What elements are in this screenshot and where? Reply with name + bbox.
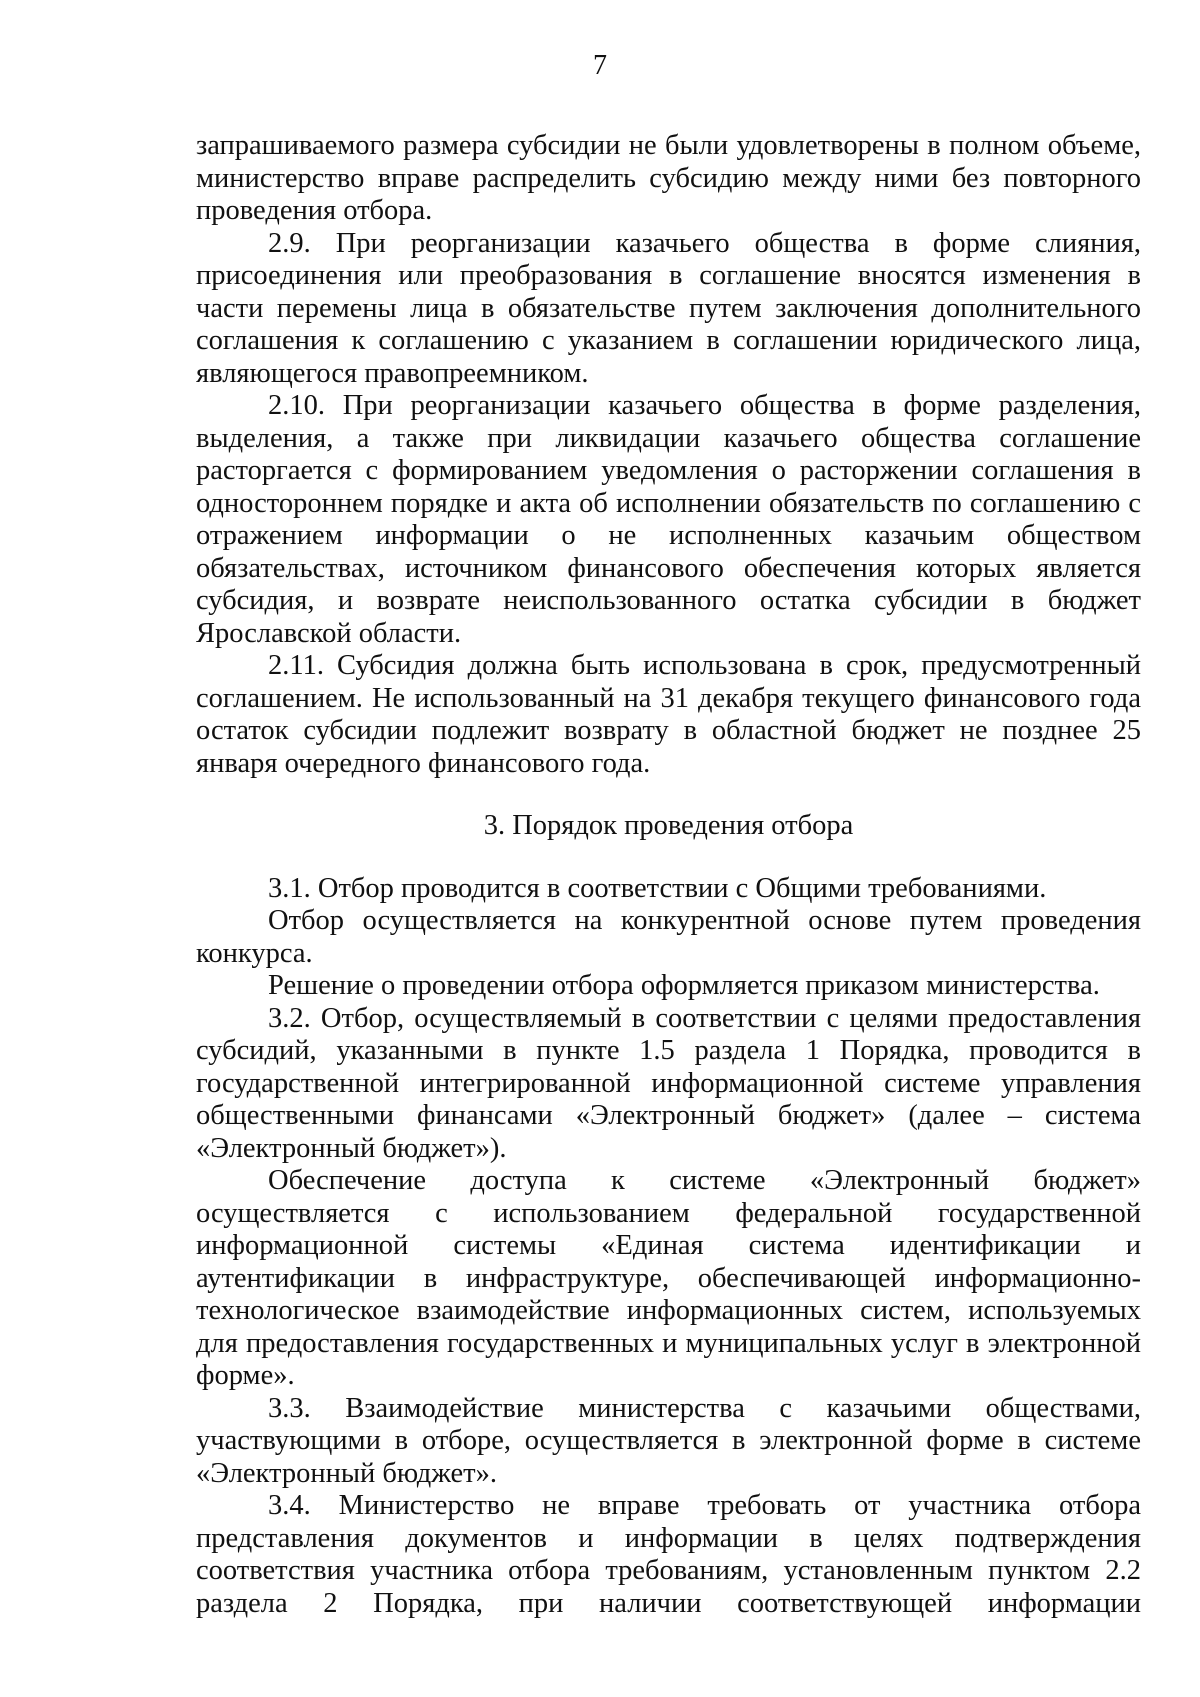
- paragraph-3-1: 3.1. Отбор проводится в соответствии с Общими требованиями.: [268, 872, 1047, 904]
- section-heading-3: 3. Порядок проведения отбора: [483, 810, 854, 841]
- paragraph-2-9: 2.9. При реорганизации казачьего общества в форме слияния, присоединения или преобразования в соглашение вносятся изменения в части перемены лица в обязательстве путем заключения дополнительного соглашения к соглашению с указанием в соглашении юридического лица, являющегося правопреемником.: [196, 227, 1141, 389]
- document-body: [196, 130, 1141, 1620]
- paragraph-3-2: 3.2. Отбор, осуществляемый в соответствии с целями предоставления субсидий, указанными в пункте 1.5 раздела 1 Порядка, проводится в государственной интегрированной информационной системе управления общественными финансами «Электронный бюджет» (далее – система «Электронный бюджет»).: [196, 1002, 1141, 1164]
- paragraph-2-11: 2.11. Субсидия должна быть использована в срок, предусмотренный соглашением. Не использованный на 31 декабря текущего финансового года остаток субсидии подлежит возврату в областной бюджет не позднее 25 января очередного финансового года.: [196, 650, 1141, 779]
- paragraph-3-3: 3.3. Взаимодействие министерства с казачьими обществами, участвующими в отборе, осуществляется в электронной форме в системе «Электронный бюджет».: [196, 1392, 1141, 1489]
- paragraph-continuation: запрашиваемого размера субсидии не были удовлетворены в полном объеме, министерство вправе распределить субсидию между ними без повторного проведения отбора.: [196, 130, 1141, 226]
- paragraph-3-4: 3.4. Министерство не вправе требовать от участника отбора представления документов и информации в целях подтверждения соответствия участника отбора требованиям, установленным пунктом 2.2 раздела 2 Порядка, при наличии соответствующей информации: [196, 1490, 1141, 1619]
- paragraph-access: Обеспечение доступа к системе «Электронный бюджет» осуществляется с использованием федеральной государственной информационной системы «Единая система идентификации и аутентификации в инфраструктуре, обеспечивающей информационно-технологическое взаимодействие информационных систем, используемых для предоставления государственных и муниципальных услуг в электронной форме».: [196, 1165, 1141, 1391]
- paragraph-selection-decision: Решение о проведении отбора оформляется приказом министерства.: [268, 970, 1100, 1001]
- page-number: 7: [593, 50, 607, 81]
- paragraph-2-10: 2.10. При реорганизации казачьего общества в форме разделения, выделения, а также при ликвидации казачьего общества соглашение расторгается с формированием уведомления о расторжении соглашения в одностороннем порядке и акта об исполнении обязательств по соглашению с отражением информации о не исполненных казачьим обществом обязательствах, источником финансового обеспечения которых является субсидия, и возврате неиспользованного остатка субсидии в бюджет Ярославской области.: [196, 390, 1141, 649]
- paragraph-selection-basis: Отбор осуществляется на конкурентной основе путем проведения конкурса.: [196, 905, 1141, 969]
